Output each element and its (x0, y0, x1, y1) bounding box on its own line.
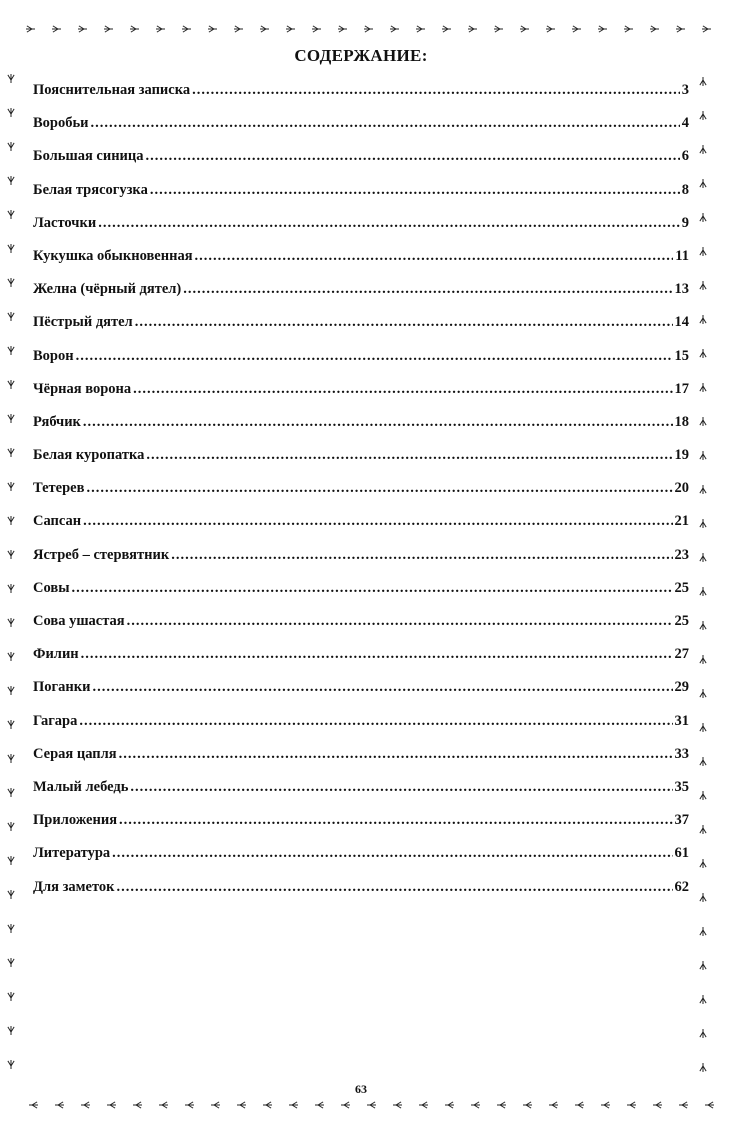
toc-entry-label: Ворон (33, 347, 74, 364)
toc-leader-dots (79, 711, 672, 731)
toc-leader-dots (83, 511, 672, 531)
toc-leader-dots (150, 180, 680, 200)
toc-entry (33, 478, 689, 511)
toc-entry-page: 13 (674, 281, 689, 298)
bottom-border-bird-tracks (22, 1098, 722, 1118)
toc-entry-page: 18 (674, 413, 689, 430)
toc-entry-label: Сапсан (33, 513, 82, 530)
bird-track-icon (4, 70, 24, 1090)
toc-entry-label: Желна (чёрный дятел) (33, 281, 182, 298)
toc-entry-page: 35 (674, 778, 689, 795)
toc-entry (33, 445, 689, 478)
toc-entry-label: Сова ушастая (33, 613, 125, 629)
toc-entry-page: 33 (674, 745, 689, 762)
toc-entry-page: 14 (674, 314, 689, 331)
toc-entry (33, 379, 689, 412)
toc-entry (33, 511, 689, 544)
toc-leader-dots (81, 644, 673, 664)
toc-entry-page: 31 (674, 712, 689, 729)
toc-leader-dots (146, 146, 680, 166)
toc-entry (33, 611, 689, 644)
toc-entry-label: Большая синица (33, 148, 144, 165)
toc-entry-label: Пёстрый дятел (33, 314, 133, 331)
page-title: СОДЕРЖАНИЕ: (294, 46, 428, 65)
toc-leader-dots (192, 80, 680, 100)
page-number: 63 (355, 1082, 367, 1096)
toc-entry-page: 27 (674, 646, 689, 663)
toc-entry-label: Кукушка обыкновенная (33, 247, 193, 264)
toc-leader-dots (92, 677, 672, 697)
toc-entry-label: Малый лебедь (33, 778, 129, 795)
toc-entry-page: 9 (681, 214, 689, 231)
toc-entry-label: Белая куропатка (33, 447, 145, 464)
table-of-contents (33, 80, 689, 910)
toc-entry (33, 578, 689, 611)
toc-entry-label: Ястреб – стервятник (33, 546, 170, 563)
toc-entry (33, 843, 689, 876)
toc-entry (33, 777, 689, 810)
toc-leader-dots (171, 545, 672, 565)
left-border-bird-tracks (4, 70, 24, 1090)
toc-entry-page: 61 (674, 845, 689, 862)
toc-entry (33, 744, 689, 777)
toc-entry (33, 113, 689, 146)
toc-leader-dots (72, 578, 673, 598)
bird-track-icon (22, 22, 722, 42)
toc-leader-dots (91, 113, 680, 133)
toc-entry-label: Литература (33, 845, 111, 862)
toc-leader-dots (127, 611, 673, 631)
toc-leader-dots (98, 213, 680, 233)
toc-entry (33, 312, 689, 345)
toc-entry (33, 644, 689, 677)
toc-entry-label: Ласточки (33, 214, 97, 231)
toc-entry-label: Белая трясогузка (33, 181, 148, 198)
toc-leader-dots (130, 777, 672, 797)
toc-entry (33, 810, 689, 843)
toc-entry-page: 4 (681, 115, 689, 132)
toc-leader-dots (195, 246, 674, 266)
toc-entry (33, 711, 689, 744)
toc-entry-page: 62 (674, 878, 689, 895)
toc-entry (33, 246, 689, 279)
toc-leader-dots (76, 346, 673, 366)
toc-leader-dots (83, 412, 673, 432)
toc-entry-page: 19 (674, 447, 689, 464)
bird-track-icon (696, 70, 716, 1090)
toc-entry (33, 80, 689, 113)
toc-entry-page: 37 (674, 812, 689, 829)
toc-leader-dots (146, 445, 672, 465)
toc-leader-dots (119, 810, 672, 830)
toc-entry (33, 213, 689, 246)
right-border-bird-tracks (696, 70, 716, 1090)
toc-entry-page: 3 (681, 82, 689, 98)
toc-entry (33, 412, 689, 445)
toc-entry-label: Серая цапля (33, 745, 117, 762)
toc-entry (33, 877, 689, 910)
toc-entry-label: Поганки (33, 679, 91, 696)
toc-entry-label: Воробьи (33, 115, 89, 132)
toc-entry-page: 23 (674, 546, 689, 563)
toc-entry-label: Рябчик (33, 413, 81, 430)
toc-leader-dots (112, 843, 672, 863)
toc-entry-page: 15 (674, 347, 689, 364)
toc-entry-page: 25 (674, 613, 689, 629)
toc-leader-dots (133, 379, 672, 399)
toc-entry (33, 146, 689, 179)
toc-entry (33, 180, 689, 213)
bird-track-icon (22, 1098, 722, 1118)
toc-entry (33, 279, 689, 312)
toc-entry-page: 21 (674, 513, 689, 530)
toc-leader-dots (119, 744, 673, 764)
toc-entry-label: Приложения (33, 812, 118, 829)
toc-entry-page: 17 (674, 380, 689, 397)
toc-entry-label: Пояснительная записка (33, 82, 191, 98)
toc-entry-page: 20 (674, 480, 689, 497)
toc-entry-label: Филин (33, 646, 79, 663)
toc-entry-label: Тетерев (33, 480, 85, 497)
toc-entry (33, 677, 689, 710)
toc-entry-label: Для заметок (33, 878, 115, 895)
toc-entry-page: 25 (674, 579, 689, 596)
toc-entry-label: Совы (33, 579, 70, 596)
toc-entry-label: Гагара (33, 712, 78, 729)
toc-entry-page: 11 (675, 247, 689, 264)
toc-entry (33, 545, 689, 578)
toc-entry-label: Чёрная ворона (33, 380, 132, 397)
toc-leader-dots (117, 877, 673, 897)
toc-leader-dots (86, 478, 672, 498)
toc-entry (33, 346, 689, 379)
toc-entry-page: 6 (681, 148, 689, 165)
toc-entry-page: 29 (674, 679, 689, 696)
toc-entry-page: 8 (681, 181, 689, 198)
toc-leader-dots (135, 312, 673, 332)
toc-leader-dots (183, 279, 672, 299)
top-border-bird-tracks (22, 22, 722, 42)
